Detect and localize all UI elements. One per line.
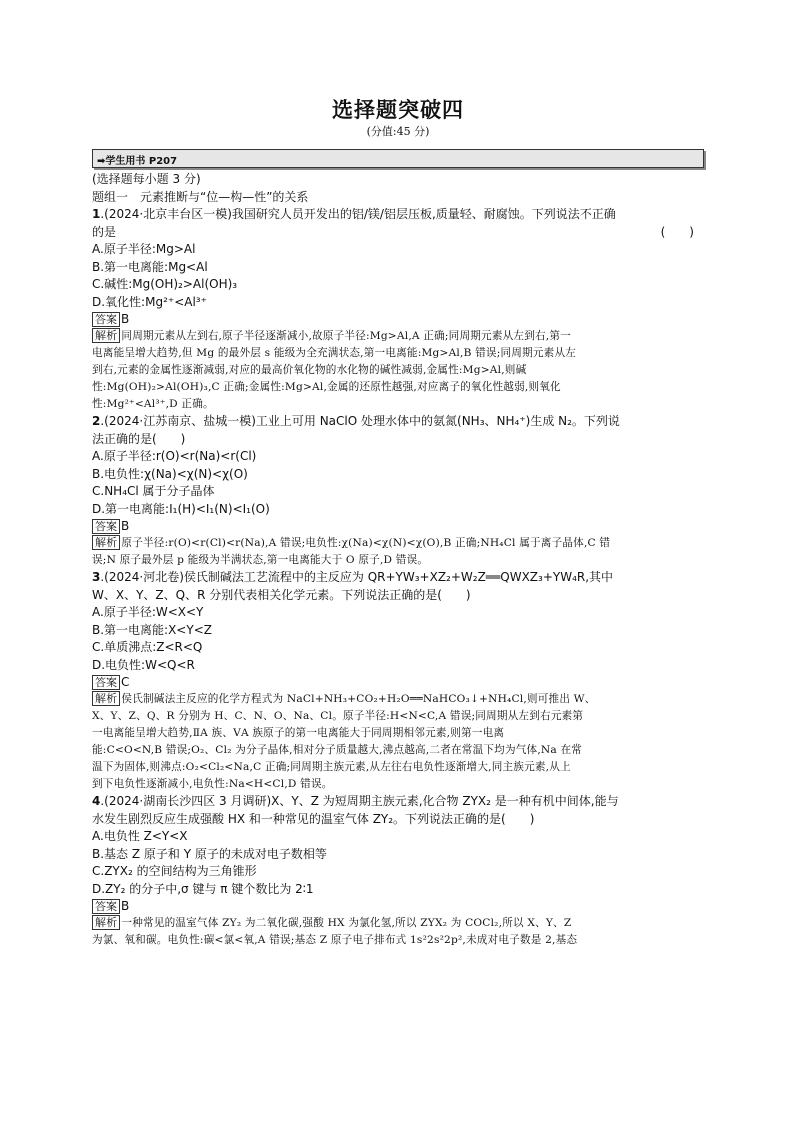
answer-tag: 答案	[92, 675, 120, 690]
answer-tag: 答案	[92, 312, 120, 327]
option-D: D.第一电离能:I₁(H)<I₁(N)<I₁(O)	[92, 501, 270, 516]
analysis-block	[92, 535, 704, 569]
question-stem-line	[92, 811, 704, 829]
question-stem-line	[92, 206, 704, 224]
question-stem-text: 水发生剧烈反应生成强酸 HX 和一种常见的温室气体 ZY₂。下列说法正确的是( )	[92, 811, 535, 826]
question-stem-text: .(2024·河北卷)侯氏制碱法工艺流程中的主反应为 QR+YW₃+XZ₂+W₂Z══QWXZ₃+YW₄R,其中	[100, 570, 614, 584]
answer-row	[92, 312, 704, 327]
answer-value: C	[121, 675, 130, 689]
analysis-block	[92, 691, 704, 793]
analysis-text: 性:Mg(OH)₂>Al(OH)₃,C 正确;金属性:Mg>Al,金属的还原性越强,对应离子的氧化性越弱,则氧化	[92, 381, 561, 393]
analysis-line	[92, 396, 704, 413]
analysis-line	[92, 915, 704, 932]
option-B: B.第一电离能:Mg<Al	[92, 259, 208, 274]
analysis-text: X、Y、Z、Q、R 分别为 H、C、N、O、Na、Cl。原子半径:H<N<C,A 错误;同周期从左到右元素第	[92, 710, 584, 722]
question-number: 4	[92, 794, 101, 808]
analysis-text: 性:Mg²⁺<Al³⁺,D 正确。	[92, 398, 214, 410]
analysis-tag: 解析	[92, 535, 120, 550]
question-stem-line	[92, 569, 704, 587]
question-stem-line	[92, 431, 704, 449]
question-stem-line	[92, 413, 704, 431]
question-2	[92, 413, 704, 569]
option-A: A.原子半径:r(O)<r(Na)<r(Cl)	[92, 449, 257, 463]
option-A: A.原子半径:W<X<Y	[92, 605, 204, 619]
answer-value: B	[121, 899, 130, 913]
question-stem-text: .(2024·湖南长沙四区 3 月调研)X、Y、Z 为短周期主族元素,化合物 ZYX₂ 是一种有机中间体,能与	[100, 794, 619, 808]
analysis-text: 能:C<O<N,B 错误;O₂、Cl₂ 为分子晶体,相对分子质量越大,沸点越高,二者在常温下均为气体,Na 在常	[92, 744, 583, 756]
question-1	[92, 206, 704, 413]
question-list	[92, 206, 704, 949]
analysis-text: 一电离能呈增大趋势,ⅡA 族、ⅤA 族原子的第一电离能大于同周期相邻元素,则第一电离	[92, 727, 505, 739]
answer-tag: 答案	[92, 899, 120, 914]
question-stem-text: 的是	[92, 224, 117, 239]
analysis-line	[92, 725, 704, 742]
option-D: D.电负性:W<Q<R	[92, 657, 195, 672]
analysis-line	[92, 708, 704, 725]
question-number: 1	[92, 207, 101, 221]
page-title: 选择题突破四	[332, 98, 464, 122]
option-C: C.碱性:Mg(OH)₂>Al(OH)₃	[92, 277, 238, 291]
question-stem-text: W、X、Y、Z、Q、R 分别代表相关化学元素。下列说法正确的是( )	[92, 587, 471, 602]
analysis-line	[92, 932, 704, 949]
answer-row	[92, 675, 704, 690]
analysis-line	[92, 379, 704, 396]
book-reference-bar	[92, 149, 704, 168]
question-3	[92, 569, 704, 793]
analysis-text: 同周期元素从左到右,原子半径逐渐减小,故原子半径:Mg>Al,A 正确;同周期元素从左到右,第一	[121, 330, 571, 342]
analysis-line	[92, 691, 704, 708]
answer-row	[92, 899, 704, 914]
question-stem-text: .(2024·江苏南京、盐城一模)工业上可用 NaClO 处理水体中的氨氮(NH₃、NH₄⁺)生成 N₂。下列说	[100, 414, 620, 428]
question-4	[92, 793, 704, 949]
answer-value: B	[121, 312, 130, 326]
analysis-line	[92, 776, 704, 793]
answer-tag: 答案	[92, 519, 120, 534]
analysis-line	[92, 742, 704, 759]
analysis-text: 温下为固体,则沸点:O₂<Cl₂<Na,C 正确;同周期主族元素,从左往右电负性逐渐增大,同主族元素,从上	[92, 761, 571, 773]
analysis-text: 到右,元素的金属性逐渐减弱,对应的最高价氧化物的水化物的碱性减弱,金属性:Mg>Al,则碱	[92, 364, 527, 376]
option-B: B.第一电离能:X<Y<Z	[92, 622, 212, 637]
page	[92, 96, 704, 949]
analysis-text: 电离能呈增大趋势,但 Mg 的最外层 s 能级为全充满状态,第一电离能:Mg>Al,B 错误;同周期元素从左	[92, 347, 577, 359]
answer-value: B	[121, 519, 130, 533]
option-C: C.ZYX₂ 的空间结构为三角锥形	[92, 864, 257, 878]
analysis-tag: 解析	[92, 691, 120, 706]
answer-blank: ( )	[660, 224, 694, 239]
analysis-line	[92, 328, 704, 345]
group-heading: 题组一 元素推断与“位—构—性”的关系	[92, 189, 309, 204]
analysis-tag: 解析	[92, 328, 120, 343]
analysis-text: 原子半径:r(O)<r(Cl)<r(Na),A 错误;电负性:χ(Na)<χ(N)<χ(O),B 正确;NH₄Cl 属于离子晶体,C 错	[121, 537, 611, 549]
score-subtitle: (分值:45 分)	[366, 125, 430, 138]
analysis-line	[92, 535, 704, 552]
analysis-line	[92, 345, 704, 362]
question-stem-line	[92, 587, 704, 605]
analysis-block	[92, 328, 704, 413]
option-B: B.基态 Z 原子和 Y 原子的未成对电子数相等	[92, 846, 327, 861]
answer-row	[92, 519, 704, 534]
question-stem-line	[92, 793, 704, 811]
analysis-tag: 解析	[92, 915, 120, 930]
option-C: C.NH₄Cl 属于分子晶体	[92, 484, 215, 498]
option-A: A.原子半径:Mg>Al	[92, 242, 196, 256]
option-D: D.氧化性:Mg²⁺<Al³⁺	[92, 294, 207, 309]
analysis-text: 误;N 原子最外层 p 能级为半满状态,第一电离能大于 O 原子,D 错误。	[92, 554, 429, 566]
question-stem-line	[92, 224, 704, 242]
analysis-line	[92, 362, 704, 379]
analysis-text: 到下电负性逐渐减小,电负性:Na<H<Cl,D 错误。	[92, 778, 333, 790]
analysis-line	[92, 759, 704, 776]
question-number: 3	[92, 570, 101, 584]
analysis-text: 为氯、氧和碳。电负性:碳<氯<氧,A 错误;基态 Z 原子电子排布式 1s²2s²2p²,未成对电子数是 2,基态	[92, 934, 578, 946]
header-line: (选择题每小题 3 分)	[92, 172, 201, 186]
option-D: D.ZY₂ 的分子中,σ 键与 π 键个数比为 2∶1	[92, 881, 314, 896]
analysis-line	[92, 552, 704, 569]
question-number: 2	[92, 414, 101, 428]
option-A: A.电负性 Z<Y<X	[92, 829, 188, 843]
question-stem-text: .(2024·北京丰台区一模)我国研究人员开发出的铝/镁/铝层压板,质量轻、耐腐蚀。下列说法不正确	[100, 207, 616, 221]
analysis-block	[92, 915, 704, 949]
question-stem-text: 法正确的是( )	[92, 431, 186, 446]
analysis-text: 一种常见的温室气体 ZY₂ 为二氧化碳,强酸 HX 为氯化氢,所以 ZYX₂ 为 COCl₂,所以 X、Y、Z	[121, 917, 572, 929]
option-C: C.单质沸点:Z<R<Q	[92, 640, 203, 654]
book-reference: ➡学生用书 P207	[97, 156, 178, 167]
option-B: B.电负性:χ(Na)<χ(N)<χ(O)	[92, 466, 248, 481]
analysis-text: 侯氏制碱法主反应的化学方程式为 NaCl+NH₃+CO₂+H₂O══NaHCO₃↓+NH₄Cl,则可推出 W、	[121, 693, 596, 705]
